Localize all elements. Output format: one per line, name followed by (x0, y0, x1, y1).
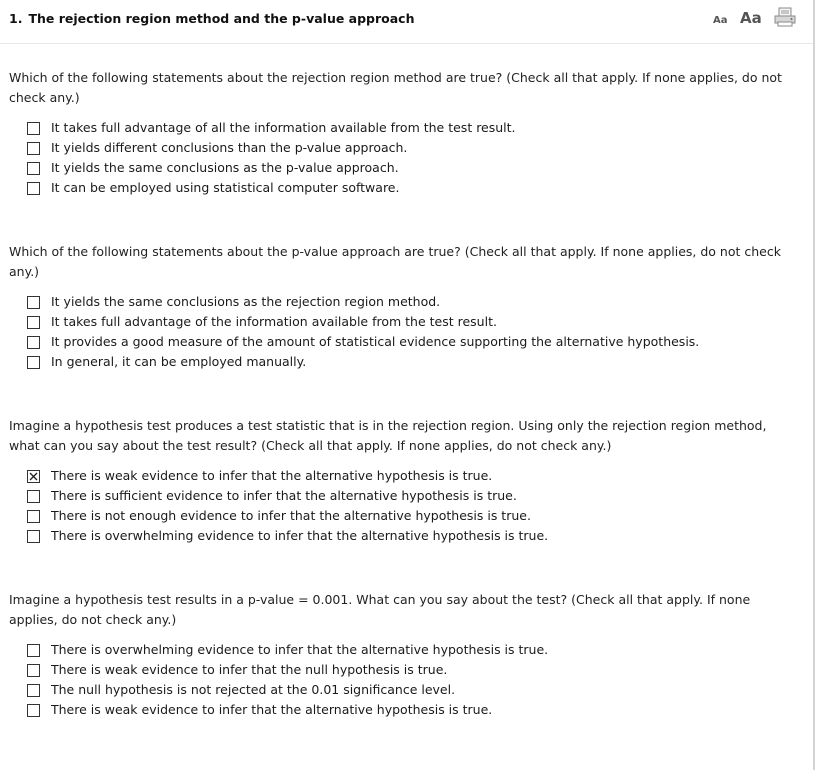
question-title-text: The rejection region method and the p-value approach (28, 11, 415, 26)
question-block-2 (9, 242, 799, 372)
option-label: It takes full advantage of all the information available from the test result. (51, 120, 516, 135)
option-label: It takes full advantage of the information available from the test result. (51, 314, 497, 329)
option-list (9, 466, 799, 546)
checkbox[interactable] (27, 490, 40, 503)
option-item[interactable] (9, 352, 799, 372)
option-item[interactable] (9, 660, 799, 680)
option-label: It can be employed using statistical computer software. (51, 180, 400, 195)
checkbox[interactable] (27, 664, 40, 677)
option-item[interactable] (9, 332, 799, 352)
checkbox[interactable] (27, 530, 40, 543)
option-item[interactable] (9, 118, 799, 138)
option-label: There is not enough evidence to infer that the alternative hypothesis is true. (51, 508, 531, 523)
option-label: There is weak evidence to infer that the alternative hypothesis is true. (51, 468, 493, 483)
checkbox[interactable] (27, 704, 40, 717)
decrease-font-button[interactable]: Aa (713, 15, 728, 26)
option-label: The null hypothesis is not rejected at the 0.01 significance level. (51, 682, 456, 697)
checkbox[interactable] (27, 182, 40, 195)
question-block-1 (9, 68, 799, 198)
option-list (9, 292, 799, 372)
option-item[interactable] (9, 138, 799, 158)
option-item[interactable] (9, 312, 799, 332)
checkbox[interactable] (27, 162, 40, 175)
printer-icon[interactable] (774, 7, 796, 27)
question-block-4 (9, 590, 799, 720)
option-label: There is weak evidence to infer that the alternative hypothesis is true. (51, 702, 493, 717)
checkbox[interactable] (27, 296, 40, 309)
checkbox[interactable] (27, 142, 40, 155)
option-label: It yields different conclusions than the p-value approach. (51, 140, 408, 155)
option-item[interactable] (9, 466, 799, 486)
question-number: 1. (9, 11, 23, 26)
option-item[interactable] (9, 292, 799, 312)
option-label: There is overwhelming evidence to infer that the alternative hypothesis is true. (51, 528, 549, 543)
option-label: There is weak evidence to infer that the null hypothesis is true. (51, 662, 448, 677)
question-prompt: Which of the following statements about the rejection region method are true? (Check all that apply. If none applies, do not check any.) (9, 70, 782, 105)
question-block-3 (9, 416, 799, 546)
question-header (0, 0, 813, 44)
question-prompt: Imagine a hypothesis test produces a test statistic that is in the rejection region. Using only the rejection region method, what can you say about the test result? (Check all that apply. If none applies, do not check any.) (9, 418, 767, 453)
option-list (9, 640, 799, 720)
checkbox[interactable] (27, 336, 40, 349)
check-x-icon (28, 471, 39, 482)
option-item[interactable] (9, 680, 799, 700)
option-label: There is overwhelming evidence to infer that the alternative hypothesis is true. (51, 642, 549, 657)
option-item[interactable] (9, 486, 799, 506)
question-prompt: Imagine a hypothesis test results in a p-value = 0.001. What can you say about the test? (Check all that apply. If none applies, do not check any.) (9, 592, 751, 627)
checkbox[interactable] (27, 356, 40, 369)
checkbox[interactable] (27, 684, 40, 697)
checkbox[interactable] (27, 644, 40, 657)
option-label: It yields the same conclusions as the rejection region method. (51, 294, 441, 309)
checkbox-checked[interactable] (27, 470, 40, 483)
option-item[interactable] (9, 640, 799, 660)
option-item[interactable] (9, 158, 799, 178)
checkbox[interactable] (27, 122, 40, 135)
checkbox[interactable] (27, 316, 40, 329)
question-title (9, 11, 415, 26)
option-item[interactable] (9, 178, 799, 198)
option-label: There is sufficient evidence to infer that the alternative hypothesis is true. (51, 488, 517, 503)
option-label: It provides a good measure of the amount of statistical evidence supporting the alternative hypothesis. (51, 334, 700, 349)
increase-font-button[interactable]: Aa (740, 9, 762, 27)
question-prompt: Which of the following statements about the p-value approach are true? (Check all that apply. If none applies, do not check any.) (9, 244, 781, 279)
option-item[interactable] (9, 700, 799, 720)
checkbox[interactable] (27, 510, 40, 523)
option-list (9, 118, 799, 198)
option-label: In general, it can be employed manually. (51, 354, 307, 369)
option-item[interactable] (9, 506, 799, 526)
option-label: It yields the same conclusions as the p-value approach. (51, 160, 399, 175)
option-item[interactable] (9, 526, 799, 546)
